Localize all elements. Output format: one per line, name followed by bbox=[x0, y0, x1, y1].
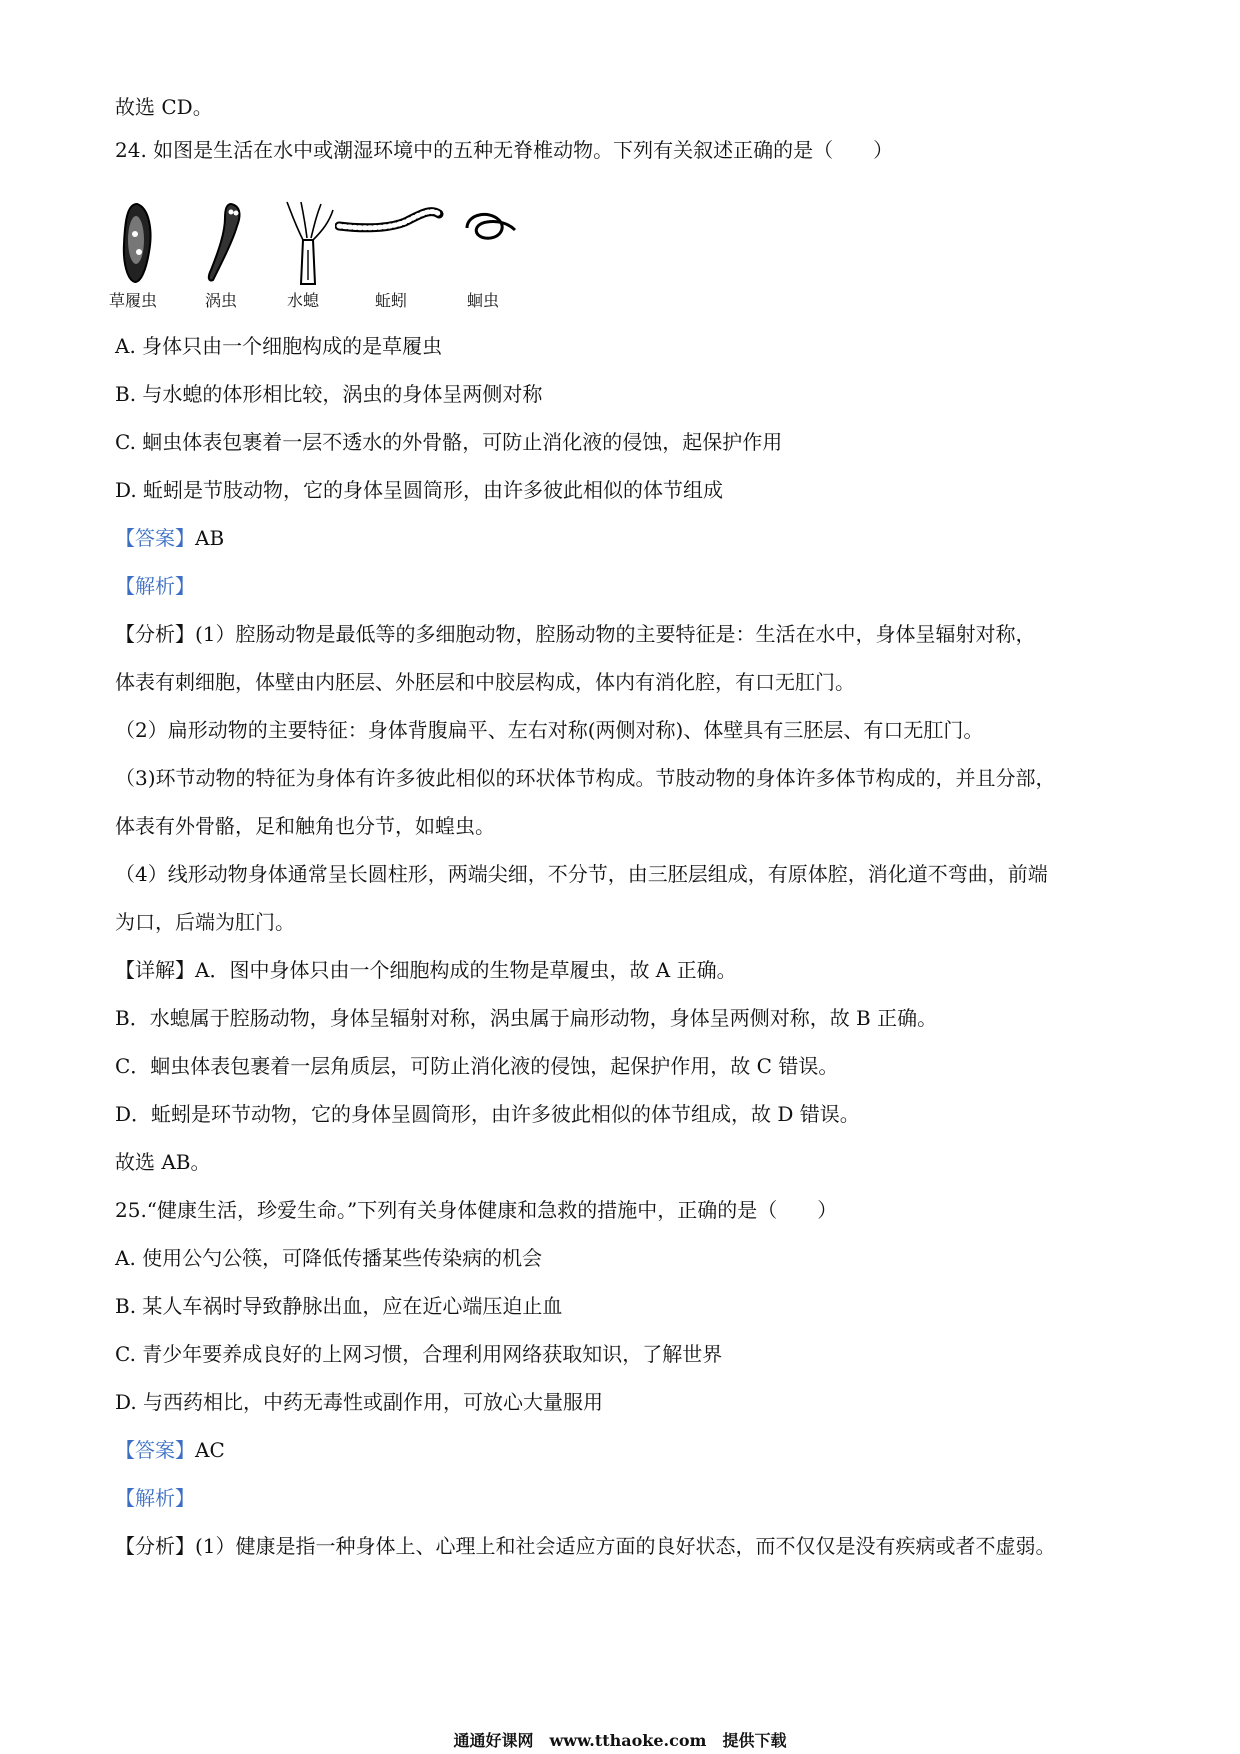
option-d: D. 蚯蚓是节肢动物，它的身体呈圆筒形，由许多彼此相似的体节组成 bbox=[115, 478, 724, 502]
analysis-label: 【解析】 bbox=[115, 1486, 195, 1510]
detail-line: D．蚯蚓是环节动物，它的身体呈圆筒形，由许多彼此相似的体节组成，故 D 错误。 bbox=[115, 1102, 860, 1126]
option-a: A. 身体只由一个细胞构成的是草履虫 bbox=[115, 334, 443, 358]
earthworm-drawing bbox=[335, 200, 445, 250]
question-24-stem: 24. 如图是生活在水中或潮湿环境中的五种无脊椎动物。下列有关叙述正确的是（ ） bbox=[115, 138, 894, 162]
analysis-line bbox=[115, 1533, 1056, 1559]
text-line: 体表有外骨骼，足和触角也分节，如蝗虫。 bbox=[115, 814, 495, 838]
answer-label: 【答案】 bbox=[115, 526, 195, 550]
text-line: （4）线形动物身体通常呈长圆柱形，两端尖细，不分节，由三胚层组成，有原体腔，消化道不弯曲，前端 bbox=[115, 862, 1048, 886]
planarian-drawing bbox=[201, 200, 251, 286]
caption-earthworm: 蚯蚓 bbox=[375, 291, 408, 310]
analysis-heading bbox=[115, 1485, 195, 1511]
answer-line bbox=[115, 525, 224, 551]
analysis-heading bbox=[115, 573, 195, 599]
analysis-sub-label: 【分析】 bbox=[115, 1534, 195, 1558]
text-line: （2）扁形动物的主要特征：身体背腹扁平、左右对称(两侧对称)、体壁具有三胚层、有口无肛门。 bbox=[115, 718, 984, 742]
hydra-drawing bbox=[281, 200, 337, 286]
text-line: 为口，后端为肛门。 bbox=[115, 910, 295, 934]
analysis-text: (1）腔肠动物是最低等的多细胞动物，腔肠动物的主要特征是：生活在水中，身体呈辐射对称， bbox=[195, 622, 1036, 646]
text-line: （3)环节动物的特征为身体有许多彼此相似的环状体节构成。节肢动物的身体许多体节构成的，并且分部， bbox=[115, 766, 1056, 790]
answer-label: 【答案】 bbox=[115, 1438, 195, 1462]
analysis-text: (1）健康是指一种身体上、心理上和社会适应方面的良好状态，而不仅仅是没有疾病或者不虚弱。 bbox=[195, 1534, 1056, 1558]
option-d: D. 与西药相比，中药无毒性或副作用，可放心大量服用 bbox=[115, 1390, 604, 1414]
analysis-label: 【解析】 bbox=[115, 574, 195, 598]
page-footer: 通通好课网 www.tthaoke.com 提供下载 bbox=[453, 1731, 787, 1750]
option-c: C. 蛔虫体表包裹着一层不透水的外骨骼，可防止消化液的侵蚀，起保护作用 bbox=[115, 430, 783, 454]
caption-hydra: 水螅 bbox=[287, 291, 320, 310]
detail-line: B．水螅属于腔肠动物，身体呈辐射对称，涡虫属于扁形动物，身体呈两侧对称，故 B 正确。 bbox=[115, 1006, 938, 1030]
question-25-stem: 25.“健康生活，珍爱生命。”下列有关身体健康和急救的措施中，正确的是（ ） bbox=[115, 1198, 838, 1222]
answer-line bbox=[115, 1437, 225, 1463]
answer-value: AC bbox=[195, 1438, 225, 1462]
invertebrates-figure bbox=[109, 200, 575, 312]
text-line: 故选 CD。 bbox=[115, 95, 213, 119]
detail-line: 【详解】A．图中身体只由一个细胞构成的生物是草履虫，故 A 正确。 bbox=[115, 958, 737, 982]
caption-roundworm: 蛔虫 bbox=[467, 291, 500, 310]
text-line: 体表有刺细胞，体壁由内胚层、外胚层和中胶层构成，体内有消化腔，有口无肛门。 bbox=[115, 670, 855, 694]
detail-line: C．蛔虫体表包裹着一层角质层，可防止消化液的侵蚀，起保护作用，故 C 错误。 bbox=[115, 1054, 839, 1078]
text-line: 故选 AB。 bbox=[115, 1150, 211, 1174]
answer-value: AB bbox=[195, 526, 225, 550]
analysis-sub-label: 【分析】 bbox=[115, 622, 195, 646]
caption-paramecium: 草履虫 bbox=[109, 291, 158, 310]
caption-planarian: 涡虫 bbox=[205, 291, 238, 310]
option-c: C. 青少年要养成良好的上网习惯，合理利用网络获取知识，了解世界 bbox=[115, 1342, 723, 1366]
option-b: B. 与水螅的体形相比较，涡虫的身体呈两侧对称 bbox=[115, 382, 543, 406]
paramecium-drawing bbox=[115, 200, 159, 286]
analysis-line bbox=[115, 621, 1036, 647]
option-a: A. 使用公勺公筷，可降低传播某些传染病的机会 bbox=[115, 1246, 543, 1270]
roundworm-drawing bbox=[459, 200, 519, 250]
option-b: B. 某人车祸时导致静脉出血，应在近心端压迫止血 bbox=[115, 1294, 563, 1318]
